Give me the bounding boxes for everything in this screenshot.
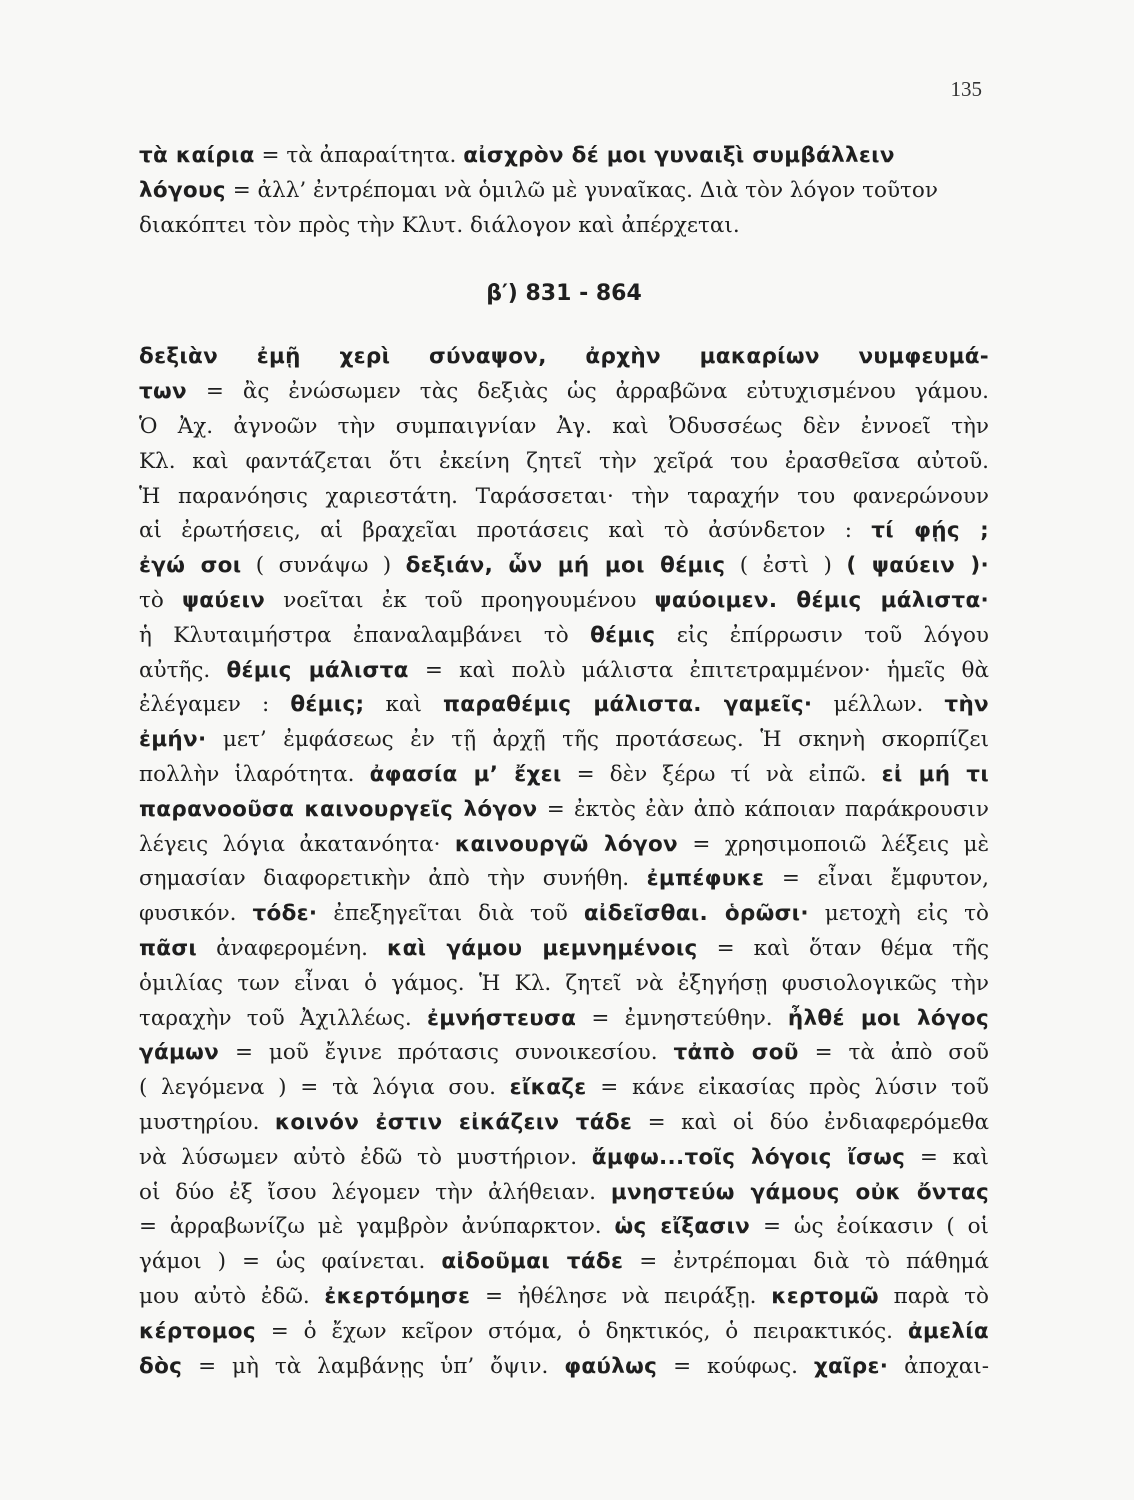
commentary-text: = κούφως.	[657, 1353, 814, 1379]
commentary-text: = χρησιμοποιῶ λέξεις μὲ	[677, 831, 989, 857]
lemma-term: παρανοοῦσα καινουργεῖς λόγον	[139, 796, 538, 822]
lemma-term: τὴν	[944, 692, 989, 718]
commentary-text: αὐτῆς.	[139, 657, 227, 683]
lemma-term: ἦλθέ μοι λόγος	[787, 1005, 990, 1031]
commentary-text: σημασίαν διαφορετικὴν ἀπὸ τὴν συνήθη.	[139, 866, 647, 892]
commentary-text: = τὰ ἀπὸ σοῦ	[798, 1040, 989, 1066]
commentary-text: = κάνε εἰκασίας πρὸς λύσιν τοῦ	[586, 1075, 989, 1101]
lemma-term: καινουργῶ λόγον	[454, 831, 678, 857]
commentary-text: = ἀρραβωνίζω μὲ γαμβρὸν ἀνύπαρκτον.	[139, 1214, 615, 1240]
commentary-text: = ὡς ἐοίκασιν ( οἱ	[750, 1214, 989, 1240]
lemma-term: κέρτομος	[139, 1318, 256, 1344]
commentary-text: = ἐντρέπομαι διὰ τὸ πάθημά	[623, 1249, 989, 1275]
lemma-term: θέμις	[590, 622, 656, 648]
lemma-term: δὸς	[139, 1353, 183, 1379]
lemma-term: κερτομῶ	[771, 1283, 879, 1309]
section-heading: β′) 831 - 864	[486, 281, 642, 307]
commentary-text: καὶ	[364, 692, 443, 718]
lemma-term: τὰ καίρια	[139, 143, 255, 168]
lemma-term: χαῖρε·	[813, 1353, 889, 1379]
lemma-term: ἐμήν·	[139, 727, 207, 753]
commentary-text: ἐλέγαμεν :	[139, 692, 291, 718]
commentary-text: ἀναφερομένη.	[197, 935, 387, 961]
commentary-text: μου αὐτὸ ἐδῶ.	[139, 1283, 325, 1309]
commentary-paragraph-2	[139, 340, 989, 1384]
lemma-term: παραθέμις μάλιστα. γαμεῖς·	[443, 692, 813, 718]
page-content	[139, 139, 989, 1384]
lemma-term: ( ψαύειν )·	[846, 553, 989, 579]
commentary-text: τὸ	[139, 587, 182, 613]
lemma-term: ἄμφω...τοῖς λόγοις ἴσως	[591, 1144, 906, 1170]
lemma-term: γάμων	[139, 1040, 220, 1066]
lemma-term: ἐμνήστευσα	[426, 1005, 577, 1031]
commentary-text: Ἡ παρανόησις χαριεστάτη. Ταράσσεται· τὴν ταραχήν του φανερώνουν	[139, 483, 989, 509]
commentary-text: ὁμιλίας των εἶναι ὁ γάμος. Ἡ Κλ. ζητεῖ νὰ ἐξηγήσῃ φυσιολογικῶς τὴν	[139, 970, 989, 996]
lemma-term: θέμις;	[290, 692, 365, 718]
commentary-text: παρὰ τὸ	[878, 1283, 989, 1309]
commentary-text: ἀποχαι-	[888, 1353, 989, 1379]
lemma-term: ἀμελία	[907, 1318, 989, 1344]
lemma-term: πᾶσι	[139, 935, 198, 961]
lemma-term: δεξιάν, ὧν μή μοι θέμις	[405, 553, 726, 579]
commentary-text: Κλ. καὶ φαντάζεται ὅτι ἐκείνη ζητεῖ τὴν χεῖρά του ἐρασθεῖσα αὐτοῦ.	[139, 448, 989, 474]
lemma-term: εἰ μή τι	[881, 761, 989, 787]
commentary-text: = ἠθέλησε νὰ πειράξῃ.	[470, 1283, 772, 1309]
commentary-text: ἐπεξηγεῖται διὰ τοῦ	[317, 901, 584, 927]
commentary-text: = ἐκτὸς ἐὰν ἀπὸ κάποιαν παράκρουσιν	[537, 796, 989, 822]
lemma-term: φαύλως	[564, 1353, 658, 1379]
commentary-text: μυστηρίου.	[139, 1109, 275, 1135]
commentary-text: γάμοι ) = ὡς φαίνεται.	[139, 1249, 442, 1275]
commentary-text: διακόπτει τὸν πρὸς τὴν Κλυτ. διάλογον καὶ ἀπέρχεται.	[139, 212, 740, 238]
lemma-term: καὶ γάμου μεμνημένοις	[387, 935, 698, 961]
commentary-text: μέλλων.	[812, 692, 945, 718]
commentary-text: = εἶναι ἔμφυτον,	[764, 866, 989, 892]
commentary-text: = ὁ ἔχων κεῖρον στόμα, ὁ δηκτικός, ὁ πειρακτικός.	[255, 1318, 908, 1344]
commentary-text: = ἂς ἐνώσωμεν τὰς δεξιὰς ὡς ἀρραβῶνα εὐτυχισμένου γάμου.	[186, 379, 989, 405]
commentary-text: = τὰ ἀπαραίτητα.	[254, 143, 464, 168]
lemma-term: ψαύοιμεν. θέμις μάλιστα·	[654, 587, 989, 613]
lemma-term: τόδε·	[252, 901, 318, 927]
commentary-text: ἡ Κλυταιμήστρα ἐπαναλαμβάνει τὸ	[139, 622, 591, 648]
commentary-text: = μὴ τὰ λαμβάνῃς ὑπ’ ὄψιν.	[182, 1353, 565, 1379]
commentary-text: νὰ λύσωμεν αὐτὸ ἐδῶ τὸ μυστήριον.	[139, 1144, 592, 1170]
commentary-text: πολλὴν ἱλαρότητα.	[139, 761, 370, 787]
lemma-term: τἀπὸ σοῦ	[673, 1040, 799, 1066]
commentary-text: = δὲν ξέρω τί νὰ εἰπῶ.	[561, 761, 882, 787]
commentary-text: εἰς ἐπίρρωσιν τοῦ λόγου	[655, 622, 989, 648]
lemma-term: λόγους	[139, 177, 226, 203]
commentary-text: οἱ δύο ἐξ ἴσου λέγομεν τὴν ἀλήθειαν.	[139, 1179, 611, 1205]
commentary-text: = καὶ ὅταν θέμα τῆς	[697, 935, 990, 961]
commentary-text: = καὶ	[905, 1144, 989, 1170]
commentary-text: ( λεγόμενα ) = τὰ λόγια σου.	[139, 1075, 510, 1101]
lemma-term: ἐγώ σοι	[139, 553, 242, 579]
lemma-term: θέμις μάλιστα	[226, 657, 409, 683]
commentary-text: = μοῦ ἔγινε πρότασις συνοικεσίου.	[219, 1040, 674, 1066]
commentary-text: = καὶ πολὺ μάλιστα ἐπιτετραμμένον· ἡμεῖς θὰ	[408, 657, 989, 683]
lemma-term: αἰδεῖσθαι. ὁρῶσι·	[583, 901, 809, 927]
lemma-term: μνηστεύω γάμους οὐκ ὄντας	[610, 1179, 990, 1205]
lemma-term: αἰδοῦμαι τάδε	[441, 1249, 624, 1275]
commentary-paragraph-1	[139, 139, 989, 243]
lemma-term: τί φῄς ;	[871, 518, 989, 544]
commentary-text: ( συνάψω )	[241, 553, 406, 579]
commentary-text: νοεῖται ἐκ τοῦ προηγουμένου	[265, 587, 655, 613]
commentary-text: = ἀλλ’ ἐντρέπομαι νὰ ὁμιλῶ μὲ γυναῖκας. Διὰ τὸν λόγον τοῦτον	[225, 177, 938, 203]
lemma-term: δεξιὰν ἐμῇ χερὶ σύναψον, ἀρχὴν μακαρίων νυμφευμά-	[139, 344, 989, 370]
lemma-term: ἐκερτόμησε	[324, 1283, 471, 1309]
commentary-text: = ἐμνηστεύθην.	[576, 1005, 788, 1031]
commentary-text: ( ἐστὶ )	[725, 553, 847, 579]
lemma-term: αἰσχρὸν δέ μοι γυναιξὶ συμβάλλειν	[463, 143, 895, 168]
page-number: 135	[950, 77, 982, 101]
commentary-text: φυσικόν.	[139, 901, 253, 927]
lemma-term: ἐμπέφυκε	[646, 866, 765, 892]
lemma-term: των	[139, 379, 187, 405]
lemma-term: κοινόν ἐστιν εἰκάζειν τάδε	[274, 1109, 633, 1135]
lemma-term: εἴκαζε	[509, 1075, 587, 1101]
commentary-text: μετ’ ἐμφάσεως ἐν τῇ ἀρχῇ τῆς προτάσεως. Ἡ σκηνὴ σκορπίζει	[206, 727, 989, 753]
lemma-term: ὡς εἴξασιν	[614, 1214, 751, 1240]
commentary-text: μετοχὴ εἰς τὸ	[808, 901, 989, 927]
lemma-term: ἀφασία μ’ ἔχει	[369, 761, 562, 787]
commentary-text: λέγεις λόγια ἀκατανόητα·	[139, 831, 455, 857]
commentary-text: Ὁ Ἀχ. ἀγνοῶν τὴν συμπαιγνίαν Ἀγ. καὶ Ὀδυσσέως δὲν ἐννοεῖ τὴν	[139, 413, 989, 439]
lemma-term: ψαύειν	[181, 587, 266, 613]
commentary-text: ταραχὴν τοῦ Ἀχιλλέως.	[139, 1005, 427, 1031]
commentary-text: = καὶ οἱ δύο ἐνδιαφερόμεθα	[632, 1109, 989, 1135]
commentary-text: αἱ ἐρωτήσεις, αἱ βραχεῖαι προτάσεις καὶ τὸ ἀσύνδετον :	[139, 518, 872, 544]
